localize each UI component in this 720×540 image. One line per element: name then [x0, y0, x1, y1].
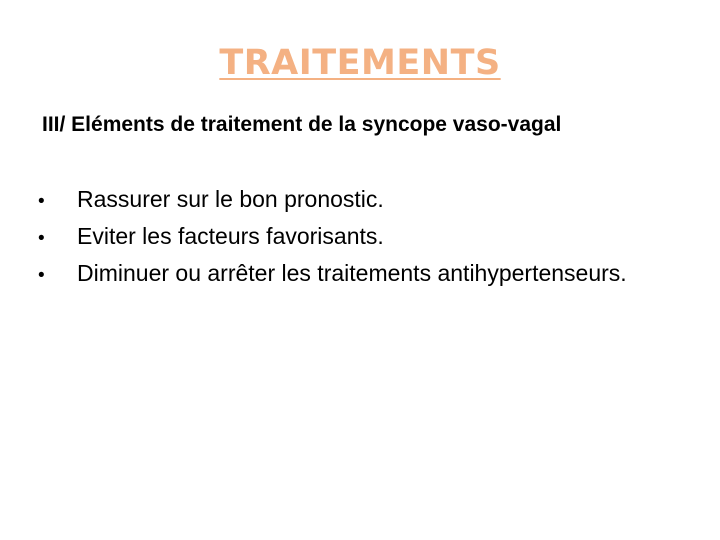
slide-subtitle: III/ Eléments de traitement de la syncope vaso-vagal: [42, 113, 562, 136]
bullet-item: [38, 260, 627, 297]
bullet-icon: •: [38, 228, 45, 249]
bullet-icon: •: [38, 265, 45, 286]
bullet-item: [38, 223, 627, 260]
bullet-list: [38, 186, 627, 297]
slide-title: TRAITEMENTS: [219, 43, 501, 83]
bullet-text: Eviter les facteurs favorisants.: [77, 223, 384, 249]
bullet-text: Rassurer sur le bon pronostic.: [77, 186, 384, 212]
bullet-icon: •: [38, 191, 45, 212]
bullet-text: Diminuer ou arrêter les traitements antihypertenseurs.: [77, 260, 627, 286]
bullet-item: [38, 186, 627, 223]
